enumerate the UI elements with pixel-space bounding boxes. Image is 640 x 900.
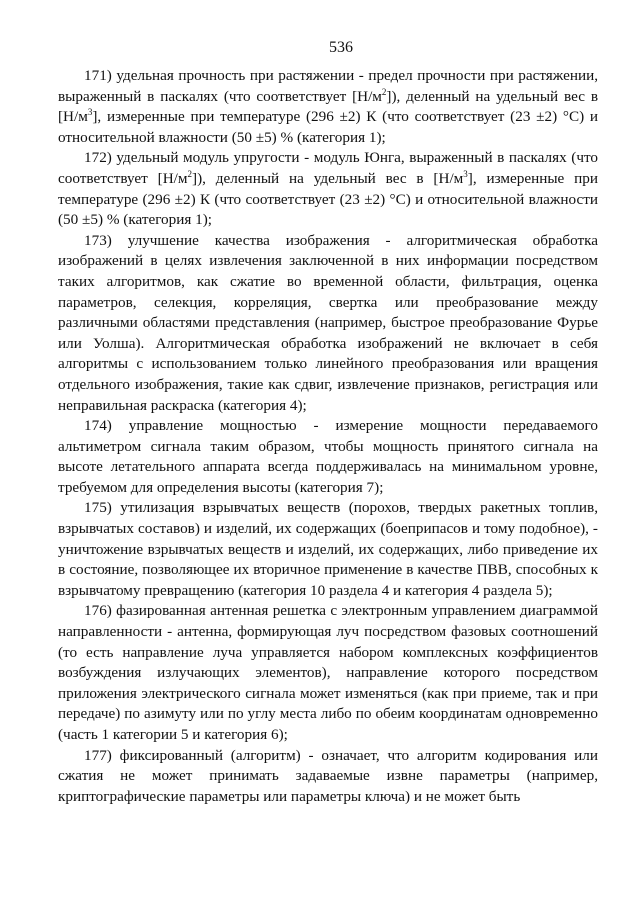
definition-paragraph: 172) удельный модуль упругости - модуль Юнга, выраженный в паскалях (что соответствует $[Н/м^2]$), деленный на удельный вес в $[Н/м^3]$, измеренные при температуре (296 ±2) К (что соответствует (23 ±2) °С) и относительной влажности (50 ±5) % (категория 1);: [58, 149, 598, 229]
definition-paragraph: 176) фазированная антенная решетка с электронным управлением диаграммой направленности - антенна, формирующая луч посредством фазовых соотношений (то есть направление луча управляется набором комплексных коэффициентов возбуждения излучающих элементов), направление которого посредством приложения электрического сигнала может изменяться (как при приеме, так и при передаче) по азимуту или по углу места либо по обеим координатам одновременно (часть 1 категории 5 и категория 6);: [58, 602, 598, 743]
definition-paragraph: 173) улучшение качества изображения - алгоритмическая обработка изображений в целях извлечения заключенной в них информации посредством таких алгоритмов, как сжатие во временной области, фильтрация, оценка параметров, селекция, корреляция, свертка или преобразование между различными областями представления (например, быстрое преобразование Фурье или Уолша). Алгоритмическая обработка изображений не включает в себя алгоритмы с использованием только линейного преобразования или вращения отдельного изображения, такие как сдвиг, извлечение признаков, регистрация или неправильная раскраска (категория 4);: [58, 231, 598, 414]
definition-paragraph: 175) утилизация взрывчатых веществ (порохов, твердых ракетных топлив, взрывчатых составов) и изделий, их содержащих (боеприпасов и тому подобное), - уничтожение взрывчатых веществ и изделий, их содержащих, либо приведение их в состояние, позволяющее их вторичное применение в качестве ПВВ, способных к взрывчатому превращению (категория 10 раздела 4 и категория 4 раздела 5);: [58, 499, 598, 599]
definition-paragraph: 171) удельная прочность при растяжении - предел прочности при растяжении, выраженный в паскалях (что соответствует $[Н/м^2]$), деленный на удельный вес в $[Н/м^3]$, измеренные при температуре (296 ±2) К (что соответствует (23 ±2) °С) и относительной влажности (50 ±5) % (категория 1);: [58, 67, 598, 146]
page-number: 536: [329, 39, 353, 56]
definitions-list: [58, 66, 598, 807]
document-page: [58, 38, 598, 807]
definition-paragraph: 177) фиксированный (алгоритм) - означает, что алгоритм кодирования или сжатия не может принимать задаваемые извне параметры (например, криптографические параметры или параметры ключа) и не может быть: [58, 746, 598, 805]
definition-paragraph: 174) управление мощностью - измерение мощности передаваемого альтиметром сигнала таким образом, чтобы мощность принятого сигнала на высоте летательного аппарата всегда поддерживалась на минимальном уровне, требуемом для определения высоты (категория 7);: [58, 417, 598, 496]
